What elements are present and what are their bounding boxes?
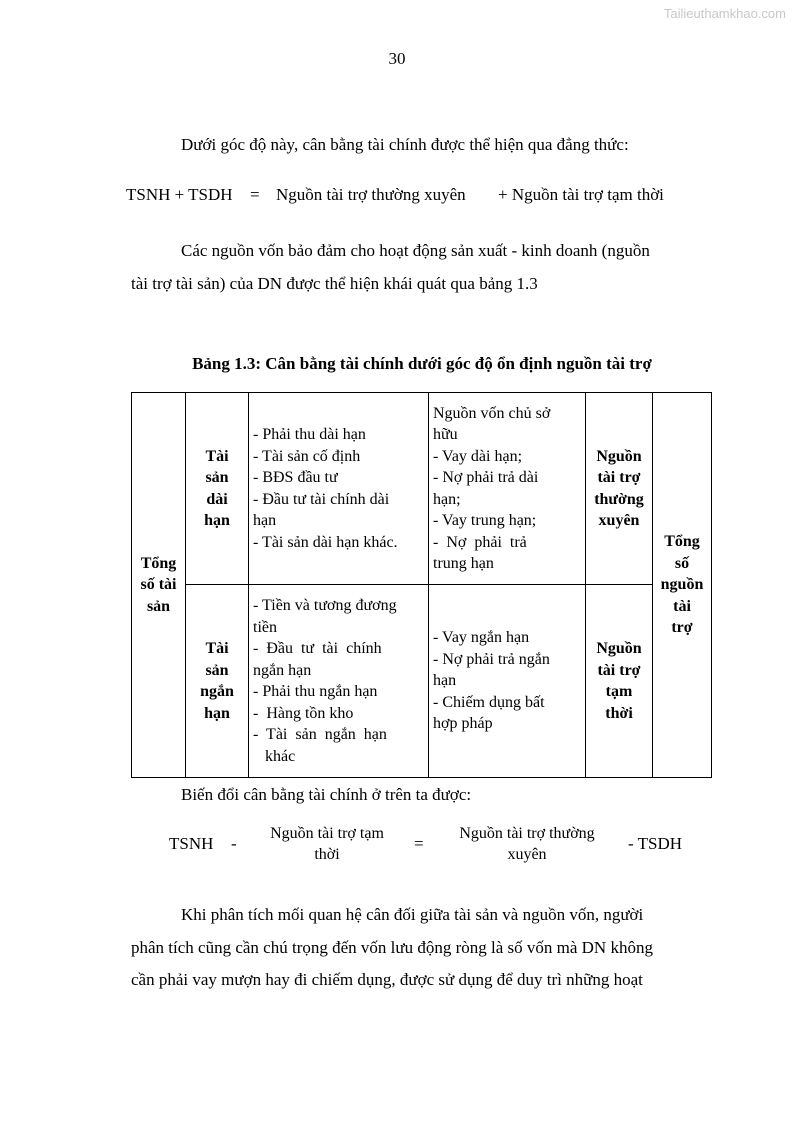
text-line: nguồn xyxy=(660,576,704,594)
text-line: thời xyxy=(605,704,633,722)
short-term-sources xyxy=(429,585,586,778)
text-line: sản xyxy=(205,661,229,679)
text-line: - Tài sản cố định xyxy=(253,447,361,465)
text-line: trợ xyxy=(671,619,693,637)
text-line: Tổng xyxy=(140,554,177,572)
short-term-assets-items xyxy=(249,585,429,778)
text-line: trung hạn xyxy=(433,555,494,572)
text-line: ngắn xyxy=(200,683,234,700)
eq2-rhs: - TSDH xyxy=(628,834,682,853)
paragraph-analysis-line1: Khi phân tích mối quan hệ cân đối giữa tài sản và nguồn vốn, người xyxy=(181,905,644,924)
page-number: 30 xyxy=(388,49,406,68)
text-line: - Vay trung hạn; xyxy=(433,512,537,529)
watermark: Tailieuthamkhao.com xyxy=(663,6,786,21)
text-line: - Nợ phải trả dài xyxy=(433,469,539,486)
eq1-lhs: TSNH + TSDH xyxy=(126,185,233,204)
text-line: hữu xyxy=(433,426,458,443)
paragraph-analysis-line2: phân tích cũng cần chú trọng đến vốn lưu động ròng là số vốn mà DN không xyxy=(131,938,653,957)
eq2-fraction-temporary xyxy=(252,823,402,865)
text-line: dài xyxy=(206,490,228,508)
text-line: số xyxy=(674,554,690,572)
text-line: tạm xyxy=(605,683,633,700)
text-line: hợp pháp xyxy=(433,715,493,733)
eq1-term1: Nguồn tài trợ thường xuyên xyxy=(276,185,466,204)
total-assets-cell xyxy=(132,393,186,778)
temporary-financing-label xyxy=(586,585,653,778)
text-line: Tài xyxy=(205,447,229,465)
text-line: - Phải thu dài hạn xyxy=(253,426,366,443)
text-line: thời xyxy=(314,846,340,863)
text-line: - Vay dài hạn; xyxy=(433,447,523,465)
short-term-assets-label xyxy=(186,585,249,778)
eq2-minus: - xyxy=(231,834,237,853)
eq2-lhs: TSNH xyxy=(169,834,214,853)
text-line: khác xyxy=(253,747,296,765)
text-line: Tài xyxy=(205,640,229,657)
text-line: - Hàng tồn kho xyxy=(253,704,354,722)
text-line: sản xyxy=(205,469,229,486)
permanent-financing-label xyxy=(586,393,653,585)
text-line: số tài xyxy=(140,576,177,594)
paragraph-analysis-line3: cần phải vay mượn hay đi chiếm dụng, được sử dụng để duy trì những hoạt xyxy=(131,970,643,989)
text-line: Tổng xyxy=(664,533,700,551)
text-line: hạn xyxy=(253,512,277,529)
balance-table xyxy=(131,392,712,778)
text-line: - Tiền và tương đương xyxy=(253,597,397,614)
text-line: tài xyxy=(673,597,691,615)
text-line: thường xyxy=(594,490,644,508)
text-line: - Vay ngắn hạn xyxy=(433,629,530,647)
text-line: ngắn hạn xyxy=(253,661,312,679)
table-caption: Bảng 1.3: Cân bằng tài chính dưới góc độ ổn định nguồn tài trợ xyxy=(192,354,652,373)
text-line: xuyên xyxy=(507,846,547,863)
text-line: Nguồn vốn chủ sở xyxy=(433,404,551,422)
text-line: tiền xyxy=(253,618,277,636)
text-line: hạn xyxy=(433,672,457,690)
text-line: - Tài sản ngắn hạn xyxy=(253,726,387,743)
paragraph-sources-line1: Các nguồn vốn bảo đảm cho hoạt động sản xuất - kinh doanh (nguồn xyxy=(181,241,650,260)
text-line: hạn xyxy=(204,704,230,722)
text-line: tài trợ xyxy=(597,469,641,486)
eq2-fraction-permanent xyxy=(440,823,614,865)
text-line: Nguồn xyxy=(596,447,642,465)
text-line: sản xyxy=(146,597,171,615)
eq1-term2: + Nguồn tài trợ tạm thời xyxy=(498,185,664,204)
paragraph-sources-line2: tài trợ tài sản) của DN được thể hiện khái quát qua bảng 1.3 xyxy=(131,274,538,293)
text-line: - Tài sản dài hạn khác. xyxy=(253,533,398,551)
text-line: - Đầu tư tài chính xyxy=(253,640,382,657)
text-line: Nguồn tài trợ thường xyxy=(459,825,595,842)
text-line: tài trợ xyxy=(597,661,641,679)
long-term-assets-items xyxy=(249,393,429,585)
text-line: - Nợ phải trả ngắn xyxy=(433,650,550,668)
text-line: Nguồn tài trợ tạm xyxy=(270,825,384,842)
text-line: hạn xyxy=(204,512,230,529)
text-line: xuyên xyxy=(598,512,640,529)
eq1-equals: = xyxy=(250,185,260,204)
long-term-sources xyxy=(429,393,586,585)
eq2-equals: = xyxy=(414,834,424,853)
text-line: Nguồn xyxy=(596,640,642,657)
text-line: - BĐS đầu tư xyxy=(253,469,338,486)
paragraph-transform: Biến đổi cân bằng tài chính ở trên ta được: xyxy=(181,785,472,804)
text-line: - Nợ phải trả xyxy=(433,533,527,551)
text-line: - Đầu tư tài chính dài xyxy=(253,490,390,508)
text-line: hạn; xyxy=(433,490,461,508)
total-sources-cell xyxy=(653,393,712,778)
long-term-assets-label xyxy=(186,393,249,585)
paragraph-intro: Dưới góc độ này, cân bằng tài chính được thể hiện qua đẳng thức: xyxy=(181,135,629,154)
text-line: - Phải thu ngắn hạn xyxy=(253,683,378,700)
text-line: - Chiếm dụng bất xyxy=(433,693,545,711)
